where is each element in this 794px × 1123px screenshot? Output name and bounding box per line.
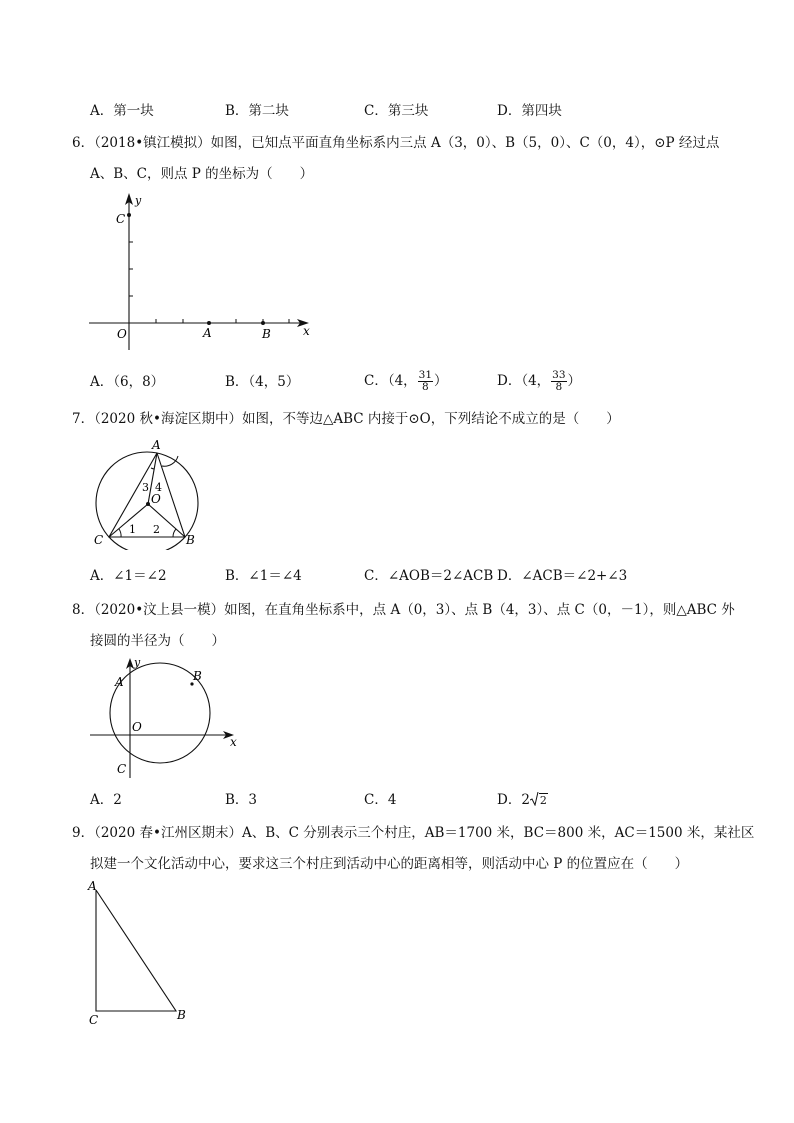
label-a: A xyxy=(203,326,212,340)
q5-option-a: A．第一块 xyxy=(90,103,154,119)
q6-option-a: A．（6，8） xyxy=(90,374,165,390)
q5-option-d: D．第四块 xyxy=(497,103,562,119)
q7-option-a: A．∠1＝∠2 xyxy=(90,568,167,584)
fraction-33-8: $\frac{33}{8}$ xyxy=(552,369,566,393)
label-a: A xyxy=(115,675,124,689)
q8-stem-line2: 接圆的半径为（ ） xyxy=(90,633,225,649)
label-b: B xyxy=(262,327,271,341)
q7-option-b: B．∠1＝∠4 xyxy=(225,568,302,584)
q8-figure xyxy=(88,654,248,780)
q5-option-b: B．第二块 xyxy=(225,103,289,119)
q8-option-d: D．2 2 xyxy=(497,792,547,808)
label-b: B xyxy=(177,1008,186,1022)
q6-stem-line1: 6．（2018•镇江模拟）如图，已知点平面直角坐标系内三点 A（3，0）、B（5，0）、C（0，4），⊙P 经过点 xyxy=(72,135,720,151)
q6-option-c: C．（4， $\frac{31}{8}$ ） xyxy=(364,369,448,393)
label-x: x xyxy=(303,324,310,338)
q5-option-c: C．第三块 xyxy=(364,103,429,119)
label-y: y xyxy=(134,656,141,669)
label-x: x xyxy=(230,735,237,749)
label-y: y xyxy=(135,194,142,207)
q7-figure xyxy=(88,436,213,550)
triangle-abc xyxy=(96,890,176,1011)
angle-label-2: 2 xyxy=(153,523,160,536)
fraction-31-8: $\frac{31}{8}$ xyxy=(418,369,433,393)
q6-option-d: D．（4， $\frac{33}{8}$ ） xyxy=(497,369,582,393)
label-o: O xyxy=(132,720,142,734)
label-a: A xyxy=(88,879,97,893)
angle-label-3: 3 xyxy=(142,481,149,494)
point-c xyxy=(127,213,131,217)
q6-stem-line2: A、B、C，则点 P 的坐标为（ ） xyxy=(90,166,314,182)
label-c: C xyxy=(89,1013,99,1027)
q8-option-c: C．4 xyxy=(364,792,397,808)
q6-figure xyxy=(85,190,325,350)
angle-label-1: 1 xyxy=(129,523,136,536)
point-a xyxy=(207,321,211,325)
label-b: B xyxy=(186,533,195,547)
label-b: B xyxy=(193,669,202,683)
label-c: C xyxy=(117,762,127,776)
q9-figure xyxy=(84,876,194,1032)
q7-option-c: C．∠AOB＝2∠ACB xyxy=(364,568,494,584)
center-o xyxy=(146,502,150,506)
label-a: A xyxy=(152,438,161,452)
label-c: C xyxy=(94,533,104,547)
point-b xyxy=(261,321,265,325)
label-o: O xyxy=(151,492,161,506)
q7-option-d: D．∠ACB＝∠2+∠3 xyxy=(497,568,628,584)
sqrt-symbol: 2 xyxy=(530,791,548,810)
label-c: C xyxy=(116,212,126,226)
angle-label-4: 4 xyxy=(155,481,162,494)
q9-stem-line2: 拟建一个文化活动中心，要求这三个村庄到活动中心的距离相等，则活动中心 P 的位置应在（ ） xyxy=(90,856,689,872)
q9-stem-line1: 9．（2020 春•江州区期末）A、B、C 分别表示三个村庄，AB＝1700 米，BC＝800 米，AC＝1500 米，某社区 xyxy=(72,825,755,841)
q8-option-b: B．3 xyxy=(225,792,258,808)
q6-option-b: B．（4，5） xyxy=(225,374,300,390)
q8-option-a: A．2 xyxy=(90,792,122,808)
q8-stem-line1: 8．（2020•汶上县一模）如图，在直角坐标系中，点 A（0，3）、点 B（4，3）、点 C（0，－1），则△ABC 外 xyxy=(72,602,735,618)
label-o: O xyxy=(117,327,127,341)
q7-stem-line1: 7．（2020 秋•海淀区期中）如图，不等边△ABC 内接于⊙O，下列结论不成立的是（ ） xyxy=(72,411,620,427)
